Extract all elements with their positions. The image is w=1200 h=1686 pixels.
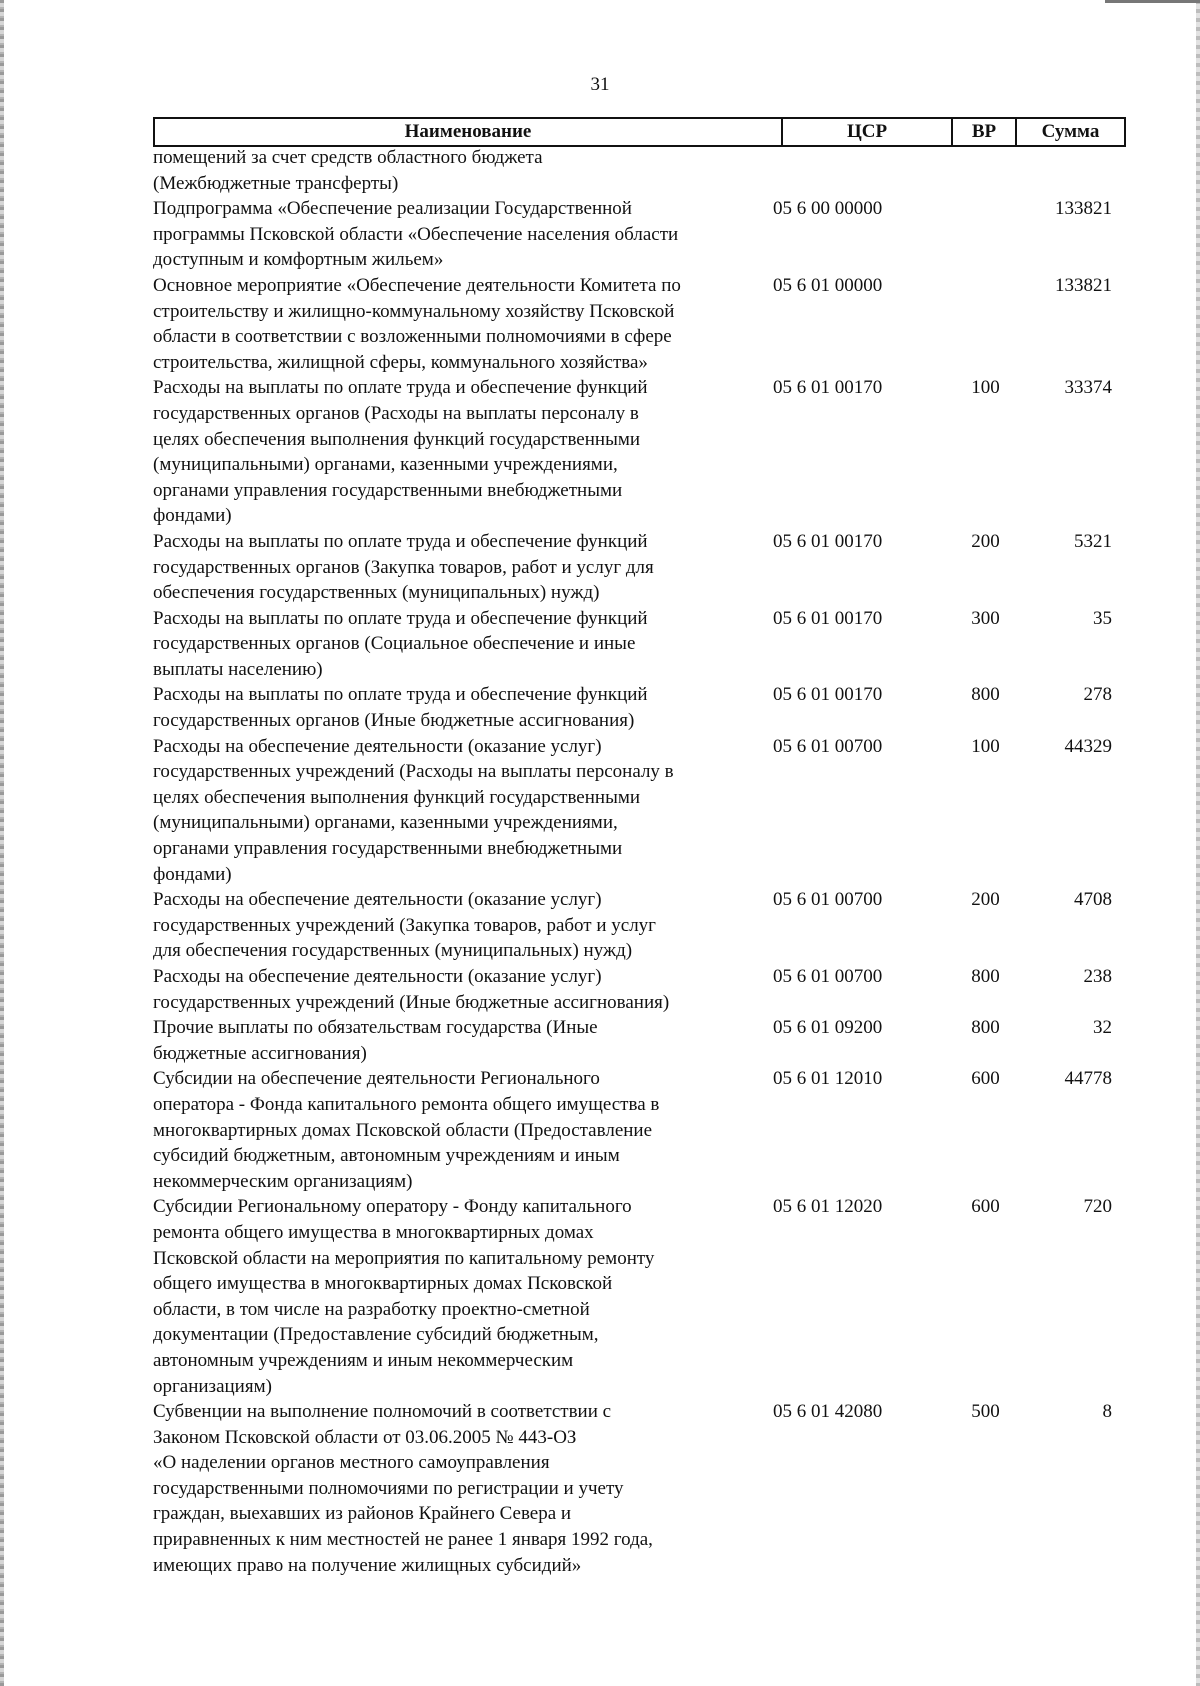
row-vr: 800: [971, 1017, 1000, 1039]
header-name: Наименование: [155, 119, 783, 145]
row-vr: 800: [971, 684, 1000, 706]
header-csr: ЦСР: [783, 119, 953, 145]
row-name: Расходы на обеспечение деятельности (оказание услуг) государственных учреждений (Расходы на выплаты персоналу в целях обеспечения выполнения функций государственными (муниципальными) органами, казенными учреждениями, органами управления государственными внебюджетными фондами): [153, 735, 674, 885]
row-vr: 300: [971, 607, 1000, 629]
row-vr: 100: [971, 735, 1000, 757]
row-name: Расходы на выплаты по оплате труда и обеспечение функций государственных органов (Расходы на выплаты персоналу в целях обеспечения выполнения функций государственными (муниципальными) органами, казенными учреждениями, органами управления государственными внебюджетными фондами): [153, 377, 648, 527]
table-body: [153, 145, 1126, 1578]
table-row: [153, 1015, 1126, 1066]
row-csr: 05 6 01 00170: [773, 607, 883, 629]
header-vr: ВР: [953, 119, 1017, 145]
table-row: [153, 145, 1126, 196]
row-name: помещений за счет средств областного бюджета (Межбюджетные трансферты): [153, 147, 543, 194]
table-row: [153, 1194, 1126, 1399]
row-vr: 200: [971, 889, 1000, 911]
row-sum: 133821: [1055, 198, 1112, 220]
table-row: [153, 734, 1126, 888]
row-name: Расходы на выплаты по оплате труда и обеспечение функций государственных органов (Иные бюджетные ассигнования): [153, 684, 648, 732]
row-name: Расходы на выплаты по оплате труда и обеспечение функций государственных органов (Социальное обеспечение и иные выплаты населению): [153, 607, 648, 680]
row-csr: 05 6 01 00700: [773, 735, 883, 757]
scan-edge-left: [0, 0, 4, 1686]
row-csr: 05 6 01 00700: [773, 889, 883, 911]
row-sum: 4708: [1074, 889, 1112, 911]
row-csr: 05 6 01 42080: [773, 1401, 883, 1423]
row-csr: 05 6 01 12010: [773, 1068, 883, 1090]
table-row: [153, 1399, 1126, 1578]
table-row: [153, 682, 1126, 733]
row-sum: 44329: [1064, 735, 1112, 757]
row-csr: 05 6 01 09200: [773, 1017, 883, 1039]
header-sum: Сумма: [1041, 121, 1100, 142]
row-csr: 05 6 00 00000: [773, 198, 883, 220]
row-sum: 44778: [1064, 1068, 1112, 1090]
row-name: Основное мероприятие «Обеспечение деятельности Комитета по строительству и жилищно-коммунальному хозяйству Псковской области в соответствии с возложенными полномочиями в сфере строительства, жилищной сферы, коммунального хозяйства»: [153, 274, 681, 373]
row-name: Расходы на выплаты по оплате труда и обеспечение функций государственных органов (Закупка товаров, работ и услуг для обеспечения государственных (муниципальных) нужд): [153, 530, 654, 604]
row-vr: 600: [971, 1068, 1000, 1090]
row-name: Субвенции на выполнение полномочий в соответствии с Законом Псковской области от 03.06.2005 № 443-ОЗ «О наделении органов местного самоуправления государственными полномочиями по регистрации и учету граждан, выехавших из районов Крайнего Севера и приравненных к ним местностей не ранее 1 января 1992 года, имеющих право на получение жилищных субсидий»: [153, 1401, 653, 1576]
table-row: [153, 606, 1126, 683]
row-vr: 500: [971, 1401, 1000, 1423]
row-vr: 100: [971, 377, 1000, 399]
row-name: Субсидии Региональному оператору - Фонду капитального ремонта общего имущества в многоквартирных домах Псковской области на мероприятия по капитальному ремонту общего имущества в многоквартирных домах Псковской области, в том числе на разработку проектно-сметной документации (Предоставление субсидий бюджетным, автономным учреждениям и иным некоммерческим организациям): [153, 1196, 655, 1397]
table-row: [153, 1066, 1126, 1194]
row-sum: 238: [1083, 966, 1112, 987]
table-header: [153, 117, 1126, 147]
table-row: [153, 529, 1126, 606]
table-row: [153, 964, 1126, 1015]
row-csr: 05 6 01 00170: [773, 530, 883, 552]
table-row: [153, 196, 1126, 273]
row-sum: 133821: [1055, 274, 1112, 296]
table-row: [153, 375, 1126, 529]
row-sum: 8: [1102, 1401, 1112, 1423]
row-sum: 32: [1093, 1017, 1112, 1039]
row-csr: 05 6 01 00170: [773, 377, 883, 399]
table-row: [153, 273, 1126, 375]
row-vr: 600: [971, 1196, 1000, 1218]
scan-edge-top: [1105, 0, 1200, 3]
row-name: Подпрограмма «Обеспечение реализации Государственной программы Псковской области «Обеспечение населения области доступным и комфортным жильем»: [153, 198, 679, 271]
row-csr: 05 6 01 12020: [773, 1196, 883, 1218]
row-name: Прочие выплаты по обязательствам государства (Иные бюджетные ассигнования): [153, 1017, 598, 1064]
page-number: 31: [590, 74, 610, 95]
row-sum: 33374: [1064, 377, 1112, 399]
row-name: Расходы на обеспечение деятельности (оказание услуг) государственных учреждений (Иные бюджетные ассигнования): [153, 966, 670, 1013]
scan-edge-right: [1196, 0, 1200, 1686]
row-csr: 05 6 01 00700: [773, 966, 883, 987]
row-sum: 5321: [1074, 530, 1112, 552]
table-row: [153, 887, 1126, 964]
row-name: Субсидии на обеспечение деятельности Регионального оператора - Фонда капитального ремонта общего имущества в многоквартирных домах Псковской области (Предоставление субсидий бюджетным, автономным учреждениям и иным некоммерческим организациям): [153, 1068, 660, 1192]
row-sum: 278: [1083, 684, 1112, 706]
row-vr: 200: [971, 530, 1000, 552]
row-csr: 05 6 01 00170: [773, 684, 883, 706]
row-sum: 35: [1093, 607, 1112, 629]
row-sum: 720: [1083, 1196, 1112, 1218]
row-vr: 800: [971, 966, 1000, 987]
row-csr: 05 6 01 00000: [773, 274, 883, 296]
row-name: Расходы на обеспечение деятельности (оказание услуг) государственных учреждений (Закупка товаров, работ и услуг для обеспечения государственных (муниципальных) нужд): [153, 889, 656, 962]
